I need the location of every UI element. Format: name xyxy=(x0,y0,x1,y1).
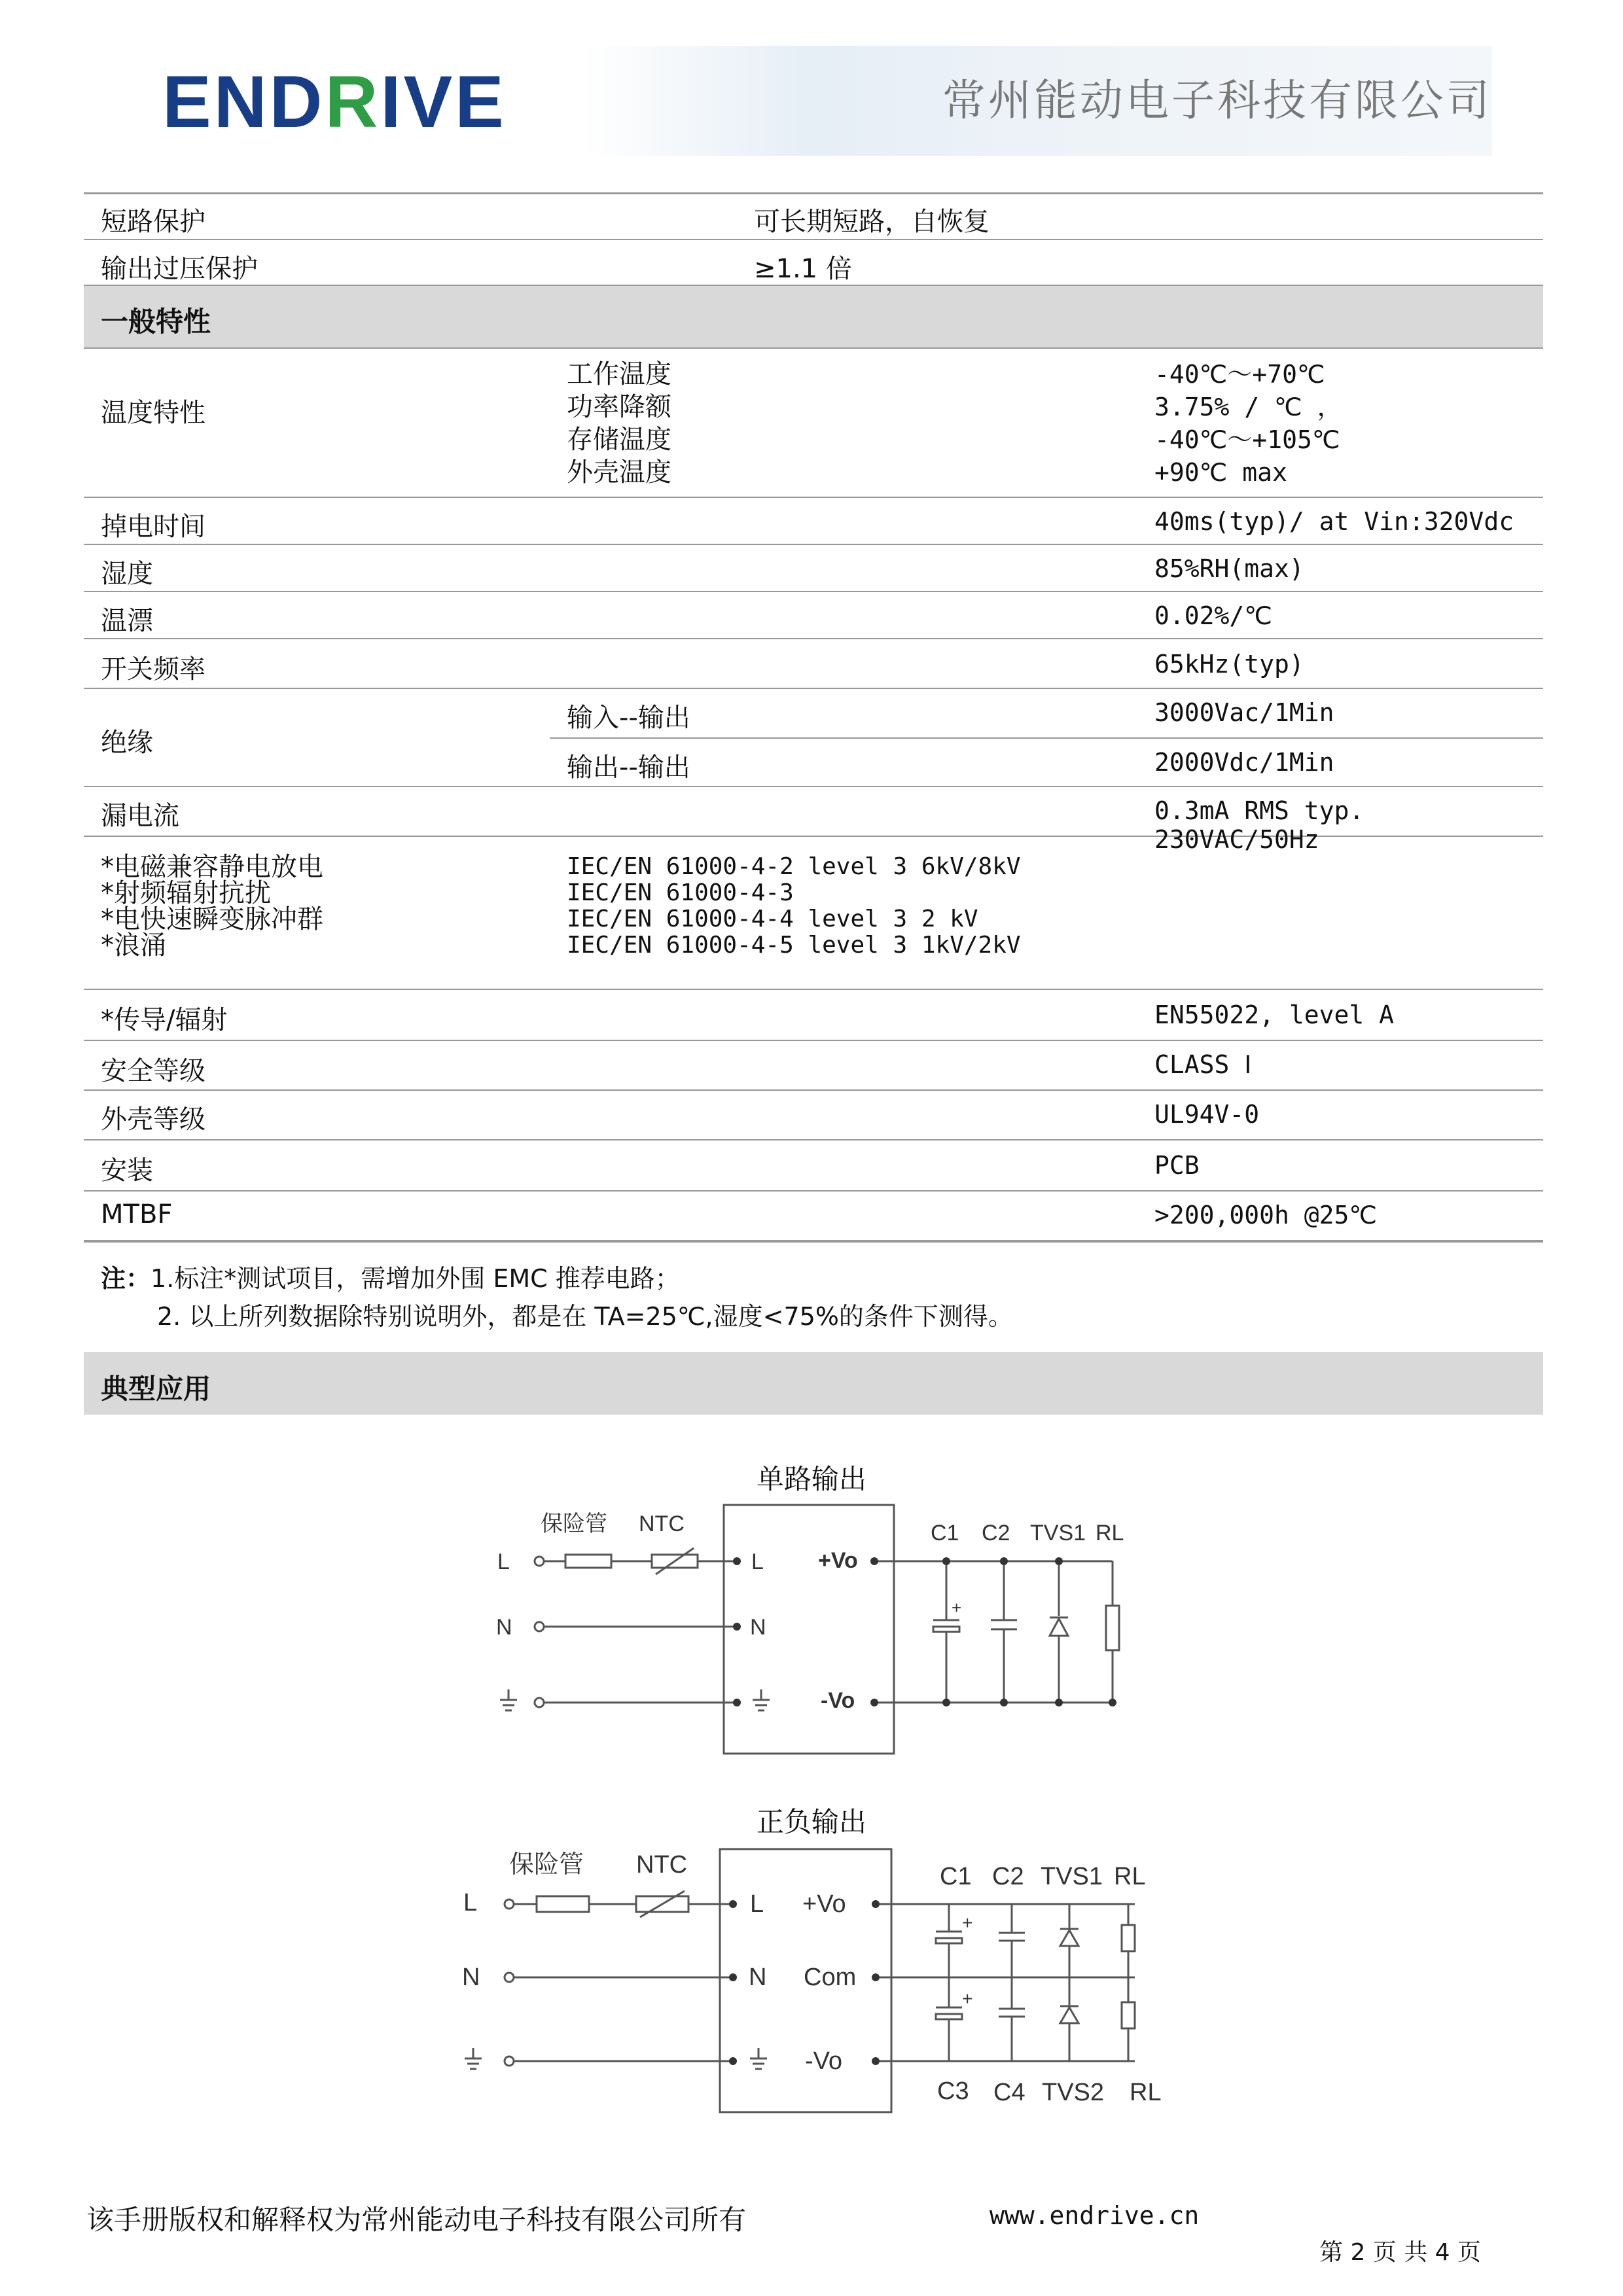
row-label: *传导/辐射 xyxy=(101,1005,228,1035)
footer-url[interactable]: www.endrive.cn xyxy=(990,2201,1200,2230)
row-value: ≥1.1 倍 xyxy=(754,254,852,284)
table-row xyxy=(84,592,1543,639)
module-pin: L xyxy=(751,1549,764,1574)
item-label: *电磁兼容静电放电 xyxy=(101,852,323,882)
temperature-items xyxy=(567,358,671,489)
module-box xyxy=(724,1505,894,1754)
sub-divider xyxy=(550,737,1543,739)
emc-values xyxy=(567,854,1021,959)
table-row xyxy=(84,639,1543,689)
section-title: 一般特性 xyxy=(101,306,211,338)
fuse-symbol xyxy=(565,1555,611,1568)
table-row xyxy=(84,837,1543,990)
item-value: IEC/EN 61000-4-5 level 3 1kV/2kV xyxy=(567,932,1021,959)
item-label: 外壳温度 xyxy=(567,457,671,487)
module-pin: L xyxy=(750,1890,764,1918)
item-value: -40℃～+70℃ xyxy=(1154,360,1325,389)
table-row xyxy=(84,1140,1543,1192)
row-label: 安装 xyxy=(101,1156,153,1186)
table-row xyxy=(84,498,1543,545)
section-header xyxy=(84,286,1543,349)
item-label: *浪涌 xyxy=(101,930,166,961)
row-value: CLASS Ⅰ xyxy=(1154,1050,1252,1079)
company-name: 常州能动电子科技有限公司 xyxy=(942,75,1492,126)
component-label: C1 xyxy=(940,1863,972,1890)
output-pin: -Vo xyxy=(821,1688,855,1713)
endrive-logo: ENDRIVE xyxy=(162,61,507,143)
output-pin: Com xyxy=(804,1964,857,1991)
item-label: 存储温度 xyxy=(567,425,671,455)
table-row xyxy=(84,990,1543,1041)
component-label: C2 xyxy=(982,1521,1010,1545)
item-label: *射频辐射抗扰 xyxy=(101,878,271,908)
fuse-label: 保险管 xyxy=(541,1511,607,1536)
component-label: RL xyxy=(1114,1863,1146,1890)
item-value: IEC/EN 61000-4-4 level 3 2 kV xyxy=(567,906,978,932)
row-label: 掉电时间 xyxy=(101,512,205,542)
spec-table xyxy=(84,192,1543,1243)
note-head: 注： xyxy=(101,1264,151,1293)
row-value: 0.02%/℃ xyxy=(1154,601,1272,630)
component-label: TVS1 xyxy=(1030,1521,1086,1545)
row-label: 湿度 xyxy=(101,559,153,589)
page-header xyxy=(0,0,1623,170)
component-label: C4 xyxy=(993,2079,1026,2106)
row-value: PCB xyxy=(1154,1151,1200,1180)
row-value: 40ms(typ)/ at Vin:320Vdc xyxy=(1154,507,1514,536)
single-output-diagram xyxy=(484,1498,1165,1760)
table-row xyxy=(84,240,1543,286)
diagram-title: 单路输出 xyxy=(757,1463,867,1495)
item-label: 输出--输出 xyxy=(567,752,690,783)
fuse-symbol xyxy=(537,1896,589,1912)
row-label: 安全等级 xyxy=(101,1056,205,1086)
component-label: C1 xyxy=(931,1521,959,1545)
temperature-values xyxy=(1154,358,1342,489)
row-value: 可长期短路，自恢复 xyxy=(754,207,990,237)
page-number: 第 2 页 共 4 页 xyxy=(1319,2239,1482,2266)
note-text: 1.标注*测试项目，需增加外围 EMC 推荐电路； xyxy=(151,1264,680,1293)
input-label: N xyxy=(462,1964,480,1991)
emc-labels xyxy=(101,854,323,959)
svg-text:+: + xyxy=(952,1598,962,1617)
notes xyxy=(101,1260,1013,1335)
row-value: 65kHz(typ) xyxy=(1154,650,1304,679)
terminal xyxy=(535,1698,544,1707)
item-value: IEC/EN 61000-4-3 xyxy=(567,879,794,906)
table-row xyxy=(84,1192,1543,1243)
item-label: 功率降额 xyxy=(567,392,671,422)
item-value: 2000Vdc/1Min xyxy=(1154,748,1334,777)
row-value: UL94V-0 xyxy=(1154,1100,1260,1129)
row-value: >200,000h @25℃ xyxy=(1154,1201,1378,1229)
row-label: MTBF xyxy=(101,1199,173,1229)
output-pin: +Vo xyxy=(818,1548,858,1573)
item-label: 输入--输出 xyxy=(567,703,690,733)
module-pin: N xyxy=(750,1615,766,1640)
item-value: 3.75% / ℃ ， xyxy=(1154,393,1342,421)
component-label: TVS2 xyxy=(1042,2079,1105,2106)
resistor-symbol xyxy=(1106,1606,1119,1650)
row-label: 绝缘 xyxy=(101,728,153,758)
ntc-label: NTC xyxy=(636,1851,688,1879)
table-row xyxy=(84,349,1543,498)
item-label: 工作温度 xyxy=(567,359,671,389)
table-row xyxy=(84,689,1543,787)
input-label: N xyxy=(496,1615,512,1640)
row-label: 短路保护 xyxy=(101,207,205,237)
table-row xyxy=(84,1041,1543,1091)
row-label: 开关频率 xyxy=(101,654,205,684)
component-label: TVS1 xyxy=(1041,1863,1103,1890)
item-label: *电快速瞬变脉冲群 xyxy=(101,904,323,934)
terminal xyxy=(535,1557,544,1566)
note-line-2: 2. 以上所列数据除特别说明外，都是在 TA=25℃,湿度<75%的条件下测得。 xyxy=(157,1302,1013,1331)
item-value: -40℃～+105℃ xyxy=(1154,425,1340,454)
row-value: 0.3mA RMS typ. 230VAC/50Hz xyxy=(1154,796,1364,854)
row-label: 输出过压保护 xyxy=(101,254,258,284)
table-row xyxy=(84,192,1543,240)
output-pin: -Vo xyxy=(805,2047,843,2075)
fuse-label: 保险管 xyxy=(509,1851,584,1879)
component-label: RL xyxy=(1130,2079,1162,2106)
table-row xyxy=(84,787,1543,854)
item-value: IEC/EN 61000-4-2 level 3 6kV/8kV xyxy=(567,853,1021,880)
input-label: L xyxy=(497,1549,510,1574)
svg-text:+: + xyxy=(962,1988,973,2009)
row-value: EN55022, level A xyxy=(1154,1000,1395,1029)
footer-copyright: 该手册版权和解释权为常州能动电子科技有限公司所有 xyxy=(86,2204,747,2236)
component-label: RL xyxy=(1096,1521,1124,1545)
section-title: 典型应用 xyxy=(101,1373,211,1405)
svg-text:+: + xyxy=(962,1913,973,1933)
row-label: 外壳等级 xyxy=(101,1104,205,1135)
row-value: 85%RH(max) xyxy=(1154,554,1304,583)
table-row xyxy=(84,545,1543,592)
component-label: C2 xyxy=(992,1863,1024,1890)
row-label: 漏电流 xyxy=(101,801,179,831)
section-header xyxy=(84,1352,1543,1415)
item-value: 3000Vac/1Min xyxy=(1154,698,1334,727)
ntc-label: NTC xyxy=(639,1511,685,1536)
note-line-1 xyxy=(101,1260,1013,1298)
row-label: 温度特性 xyxy=(101,398,205,428)
table-row xyxy=(84,1091,1543,1140)
output-pin: +Vo xyxy=(802,1890,846,1918)
item-value: +90℃ max xyxy=(1154,458,1287,487)
component-label: C3 xyxy=(937,2077,969,2105)
module-pin: N xyxy=(749,1964,767,1991)
row-label: 温漂 xyxy=(101,606,153,636)
terminal xyxy=(535,1622,544,1631)
input-label: L xyxy=(463,1889,478,1916)
diagram-title: 正负输出 xyxy=(757,1806,867,1838)
dual-output-diagram xyxy=(452,1840,1185,2115)
